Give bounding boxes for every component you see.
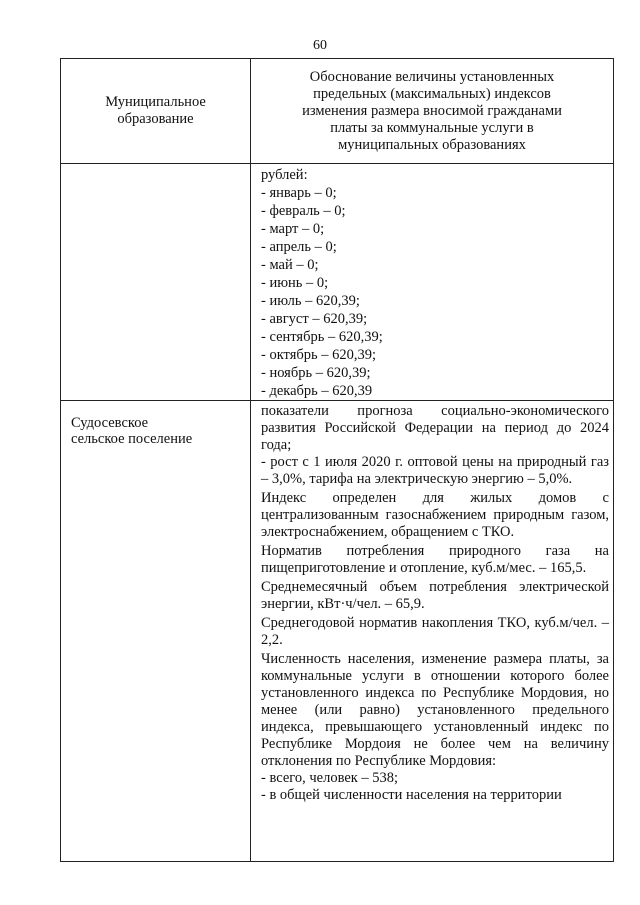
- justification-text: [251, 401, 613, 804]
- index-table: [60, 58, 614, 862]
- month-list: [251, 164, 613, 400]
- municipality-cell: [61, 401, 251, 862]
- header-line: изменения размера вносимой гражданами: [302, 103, 562, 119]
- municipality-name-line: сельское поселение: [71, 431, 193, 447]
- paragraph: - в общей численности населения на территории: [261, 787, 562, 803]
- list-item: - июнь – 0;: [261, 275, 329, 291]
- table-row: [61, 401, 614, 862]
- list-item: - май – 0;: [261, 257, 319, 273]
- list-item: - август – 620,39;: [261, 311, 368, 327]
- municipality-name: [61, 401, 250, 447]
- paragraph: Индекс определен для жилых домов с централизованным газоснабжением природным газом, электроснабжением, обращением с ТКО.: [261, 490, 609, 540]
- paragraph: Среднегодовой норматив накопления ТКО, куб.м/чел. – 2,2.: [261, 615, 609, 648]
- justification-cell: [251, 164, 614, 401]
- list-item: - сентябрь – 620,39;: [261, 329, 383, 345]
- list-item: - декабрь – 620,39: [261, 383, 373, 399]
- header-line: муниципальных образованиях: [338, 137, 526, 153]
- list-item: рублей:: [261, 167, 308, 183]
- paragraph: Численность населения, изменение размера платы, за коммунальные услуги в отношении которого более установленного индекса по Республике Мордовия, но менее (или равно) установленного предельного индекса, превышающего установленный индекс по Республике Мордоия не более чем на величину отклонения по Республике Мордовия:: [261, 651, 609, 769]
- list-item: - март – 0;: [261, 221, 325, 237]
- page-number: 60: [313, 38, 327, 53]
- municipality-name: [61, 164, 250, 178]
- table-row: [61, 164, 614, 401]
- header-line: платы за коммунальные услуги в: [330, 120, 534, 136]
- table-header-row: [61, 59, 614, 164]
- list-item: - октябрь – 620,39;: [261, 347, 377, 363]
- municipality-cell-empty: [61, 164, 251, 401]
- list-item: - январь – 0;: [261, 185, 337, 201]
- paragraph: Норматив потребления природного газа на пищеприготовление и отопление, куб.м/мес. – 165,5.: [261, 543, 609, 576]
- list-item: - апрель – 0;: [261, 239, 337, 255]
- paragraph: - всего, человек – 538;: [261, 770, 399, 786]
- header-line: предельных (максимальных) индексов: [313, 86, 551, 102]
- list-item: - июль – 620,39;: [261, 293, 360, 309]
- header-line: Обоснование величины установленных: [309, 69, 555, 85]
- header-municipality-cell: [61, 59, 251, 164]
- justification-cell: [251, 401, 614, 862]
- paragraph: показатели прогноза социально-экономического развития Российской Федерации на период до 2024 года;: [261, 403, 609, 453]
- municipality-name-line: Судосевское: [71, 415, 149, 431]
- paragraph: Среднемесячный объем потребления электрической энергии, кВт·ч/чел. – 65,9.: [261, 579, 609, 612]
- list-item: - февраль – 0;: [261, 203, 346, 219]
- header-municipality-label: Муниципальное образование: [105, 94, 206, 127]
- paragraph: - рост с 1 июля 2020 г. оптовой цены на природный газ – 3,0%, тарифа на электрическую энергию – 5,0%.: [261, 454, 609, 487]
- header-justification-cell: [251, 59, 614, 164]
- list-item: - ноябрь – 620,39;: [261, 365, 371, 381]
